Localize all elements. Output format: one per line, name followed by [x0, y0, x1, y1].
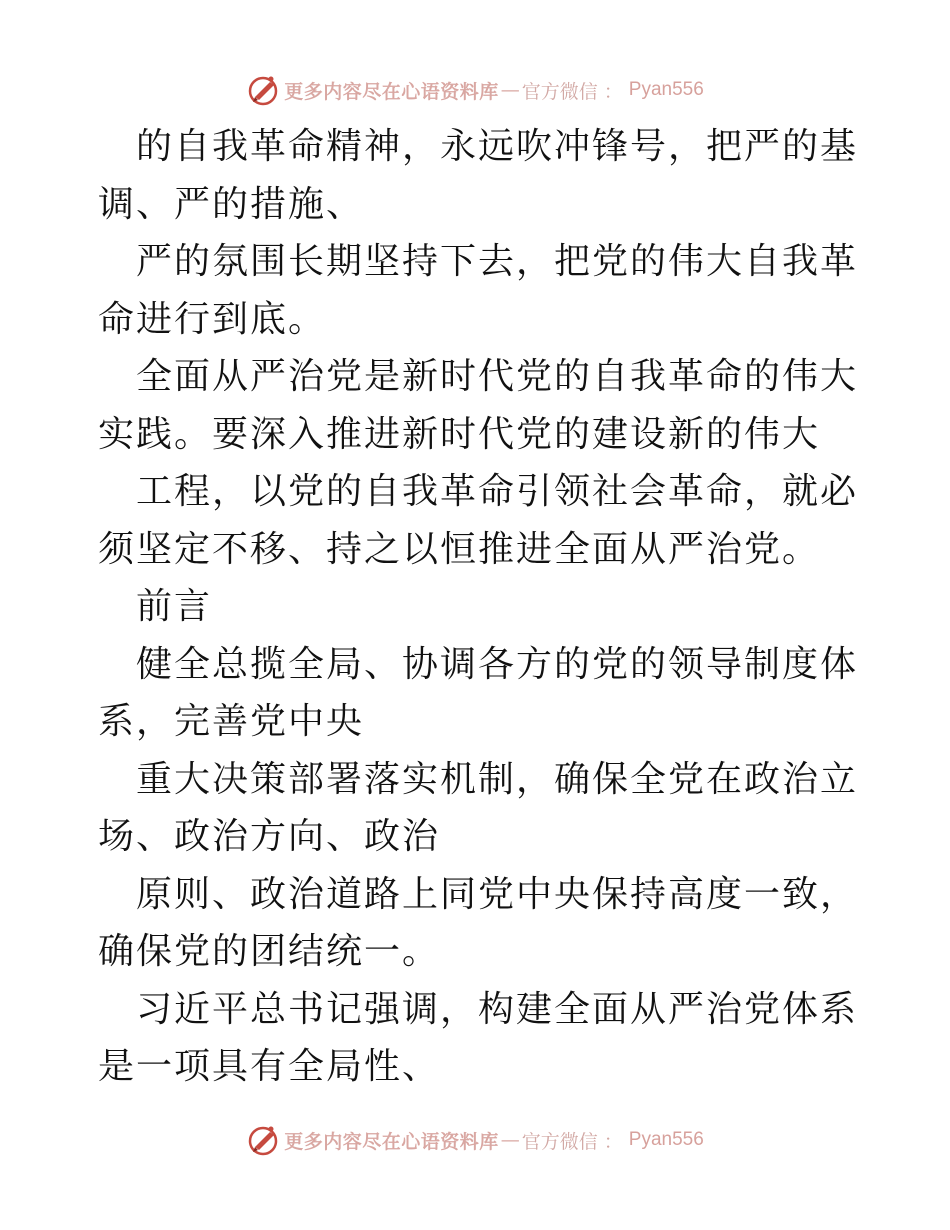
footer-watermark [0, 1120, 950, 1160]
separator-dash: — [500, 1129, 520, 1151]
paragraph: 的自我革命精神，永远吹冲锋号，把严的基调、严的措施、 [98, 126, 859, 225]
paragraph: 重大决策部署落实机制，确保全党在政治立场、政治方向、政治 [98, 758, 859, 857]
wechat-colon: ： [603, 80, 623, 103]
brand-text: 更多内容尽在心语资料库 [284, 1130, 499, 1153]
paragraph: 工程，以党的自我革命引领社会革命，就必须坚定不移、持之以恒推进全面从严治党。 [98, 471, 859, 570]
document-body [98, 118, 858, 1096]
paragraph: 原则、政治道路上同党中央保持高度一致，确保党的团结统一。 [98, 873, 859, 972]
paragraph: 习近平总书记强调，构建全面从严治党体系是一项具有全局性、 [98, 988, 859, 1087]
wechat-label: 官方微信 [521, 1130, 598, 1153]
wechat-label: 官方微信 [521, 80, 598, 103]
brand-text: 更多内容尽在心语资料库 [284, 80, 499, 103]
paragraph: 全面从严治党是新时代党的自我革命的伟大实践。要深入推进新时代党的建设新的伟大 [98, 356, 859, 455]
pen-circle-logo-icon [246, 1123, 280, 1157]
header-watermark [0, 70, 950, 110]
wechat-id: Pyan556 [628, 1129, 704, 1150]
wechat-colon: ： [603, 1130, 623, 1153]
separator-dash: — [500, 79, 520, 101]
paragraph: 严的氛围长期坚持下去，把党的伟大自我革命进行到底。 [98, 241, 859, 340]
section-heading: 前言 [136, 586, 213, 627]
paragraph: 健全总揽全局、协调各方的党的领导制度体系，完善党中央 [98, 643, 859, 742]
pen-circle-logo-icon [246, 73, 280, 107]
wechat-id: Pyan556 [628, 79, 704, 100]
